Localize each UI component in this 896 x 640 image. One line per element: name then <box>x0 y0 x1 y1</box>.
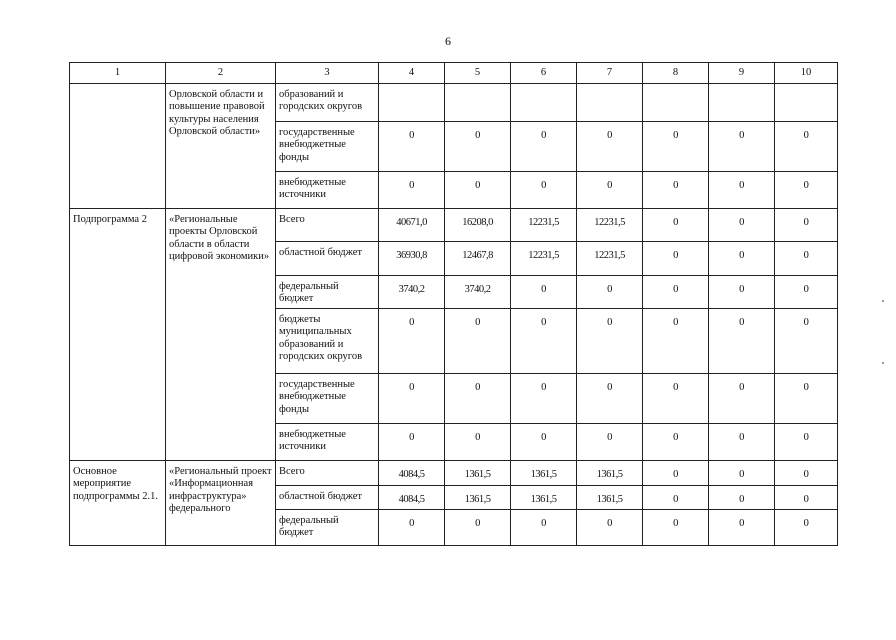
amount-cell: 0 <box>577 374 643 424</box>
amount-cell: 1361,5 <box>577 461 643 486</box>
amount-cell <box>445 84 511 122</box>
amount-cell: 0 <box>511 374 577 424</box>
scan-speck <box>882 300 884 302</box>
amount-cell: 1361,5 <box>577 486 643 510</box>
amount-cell: 0 <box>775 510 838 546</box>
amount-cell: 0 <box>775 276 838 309</box>
budget-table <box>69 62 838 546</box>
page-number: 6 <box>445 34 451 48</box>
amount-cell: 0 <box>775 486 838 510</box>
amount-cell: 1361,5 <box>445 486 511 510</box>
amount-cell: 0 <box>511 510 577 546</box>
amount-cell: 0 <box>379 172 445 209</box>
amount-cell: 0 <box>775 461 838 486</box>
amount-cell: 0 <box>643 172 709 209</box>
header-cell: 5 <box>445 63 511 84</box>
amount-cell <box>709 84 775 122</box>
amount-cell: 0 <box>775 242 838 276</box>
amount-cell: 0 <box>775 374 838 424</box>
amount-cell: 0 <box>643 374 709 424</box>
amount-cell: 4084,5 <box>379 461 445 486</box>
amount-cell: 0 <box>511 276 577 309</box>
program-title-cell: «Региональные проекты Орловской области в области цифровой экономики» <box>166 209 276 461</box>
amount-cell: 40671,0 <box>379 209 445 242</box>
funding-source-cell: Всего <box>276 461 379 486</box>
funding-source-cell: федеральный бюджет <box>276 276 379 309</box>
amount-cell: 0 <box>643 242 709 276</box>
scan-speck <box>882 362 884 364</box>
amount-cell: 0 <box>643 486 709 510</box>
header-cell: 1 <box>70 63 166 84</box>
amount-cell: 12231,5 <box>577 209 643 242</box>
header-cell: 6 <box>511 63 577 84</box>
amount-cell: 0 <box>643 209 709 242</box>
table-row <box>70 209 838 242</box>
program-name-cell: Основное мероприятие подпрограммы 2.1. <box>70 461 166 546</box>
amount-cell: 12231,5 <box>577 242 643 276</box>
amount-cell <box>577 84 643 122</box>
amount-cell: 12467,8 <box>445 242 511 276</box>
header-cell: 8 <box>643 63 709 84</box>
amount-cell: 0 <box>709 374 775 424</box>
amount-cell: 0 <box>775 172 838 209</box>
funding-source-cell: внебюджетные источники <box>276 172 379 209</box>
amount-cell: 0 <box>577 122 643 172</box>
amount-cell: 0 <box>379 374 445 424</box>
program-title-cell: «Региональный проект «Информационная инфраструктура» федерального <box>166 461 276 546</box>
amount-cell: 0 <box>577 276 643 309</box>
amount-cell: 0 <box>643 309 709 374</box>
amount-cell: 3740,2 <box>445 276 511 309</box>
amount-cell: 12231,5 <box>511 242 577 276</box>
funding-source-cell: областной бюджет <box>276 242 379 276</box>
amount-cell: 0 <box>643 276 709 309</box>
amount-cell <box>379 84 445 122</box>
amount-cell: 1361,5 <box>511 486 577 510</box>
amount-cell: 3740,2 <box>379 276 445 309</box>
amount-cell: 1361,5 <box>445 461 511 486</box>
amount-cell: 0 <box>445 309 511 374</box>
amount-cell: 0 <box>775 122 838 172</box>
funding-source-cell: областной бюджет <box>276 486 379 510</box>
amount-cell: 0 <box>709 172 775 209</box>
amount-cell: 0 <box>643 424 709 461</box>
amount-cell: 0 <box>709 276 775 309</box>
amount-cell: 0 <box>709 122 775 172</box>
amount-cell: 12231,5 <box>511 209 577 242</box>
funding-source-cell: образований и городских округов <box>276 84 379 122</box>
amount-cell: 0 <box>775 309 838 374</box>
table-row <box>70 84 838 122</box>
header-cell: 2 <box>166 63 276 84</box>
funding-source-cell: внебюджетные источники <box>276 424 379 461</box>
header-cell: 3 <box>276 63 379 84</box>
amount-cell: 0 <box>511 172 577 209</box>
funding-source-cell: бюджеты муниципальных образований и городских округов <box>276 309 379 374</box>
amount-cell: 16208,0 <box>445 209 511 242</box>
amount-cell: 0 <box>775 209 838 242</box>
amount-cell: 0 <box>709 424 775 461</box>
program-name-cell: Подпрограмма 2 <box>70 209 166 461</box>
amount-cell: 0 <box>709 461 775 486</box>
amount-cell: 0 <box>709 309 775 374</box>
amount-cell: 0 <box>379 309 445 374</box>
program-name-cell <box>70 84 166 209</box>
amount-cell: 0 <box>709 486 775 510</box>
amount-cell: 0 <box>511 309 577 374</box>
table-row <box>70 461 838 486</box>
funding-source-cell: государственные внебюджетные фонды <box>276 374 379 424</box>
funding-source-cell: федеральный бюджет <box>276 510 379 546</box>
amount-cell: 0 <box>379 424 445 461</box>
header-cell: 10 <box>775 63 838 84</box>
amount-cell: 0 <box>643 122 709 172</box>
amount-cell: 0 <box>379 122 445 172</box>
amount-cell: 0 <box>709 242 775 276</box>
amount-cell: 0 <box>379 510 445 546</box>
header-cell: 7 <box>577 63 643 84</box>
amount-cell <box>643 84 709 122</box>
funding-source-cell: государственные внебюджетные фонды <box>276 122 379 172</box>
amount-cell: 1361,5 <box>511 461 577 486</box>
amount-cell <box>775 84 838 122</box>
amount-cell: 0 <box>445 122 511 172</box>
amount-cell: 0 <box>445 510 511 546</box>
amount-cell: 0 <box>709 510 775 546</box>
amount-cell: 0 <box>709 209 775 242</box>
amount-cell <box>511 84 577 122</box>
program-title-cell: Орловской области и повышение правовой культуры населения Орловской области» <box>166 84 276 209</box>
amount-cell: 4084,5 <box>379 486 445 510</box>
amount-cell: 0 <box>577 510 643 546</box>
amount-cell: 36930,8 <box>379 242 445 276</box>
amount-cell: 0 <box>445 424 511 461</box>
amount-cell: 0 <box>577 172 643 209</box>
amount-cell: 0 <box>445 172 511 209</box>
header-cell: 4 <box>379 63 445 84</box>
amount-cell: 0 <box>511 424 577 461</box>
amount-cell: 0 <box>511 122 577 172</box>
amount-cell: 0 <box>643 510 709 546</box>
amount-cell: 0 <box>643 461 709 486</box>
amount-cell: 0 <box>577 309 643 374</box>
header-cell: 9 <box>709 63 775 84</box>
amount-cell: 0 <box>775 424 838 461</box>
header-row <box>70 63 838 84</box>
amount-cell: 0 <box>577 424 643 461</box>
funding-source-cell: Всего <box>276 209 379 242</box>
amount-cell: 0 <box>445 374 511 424</box>
